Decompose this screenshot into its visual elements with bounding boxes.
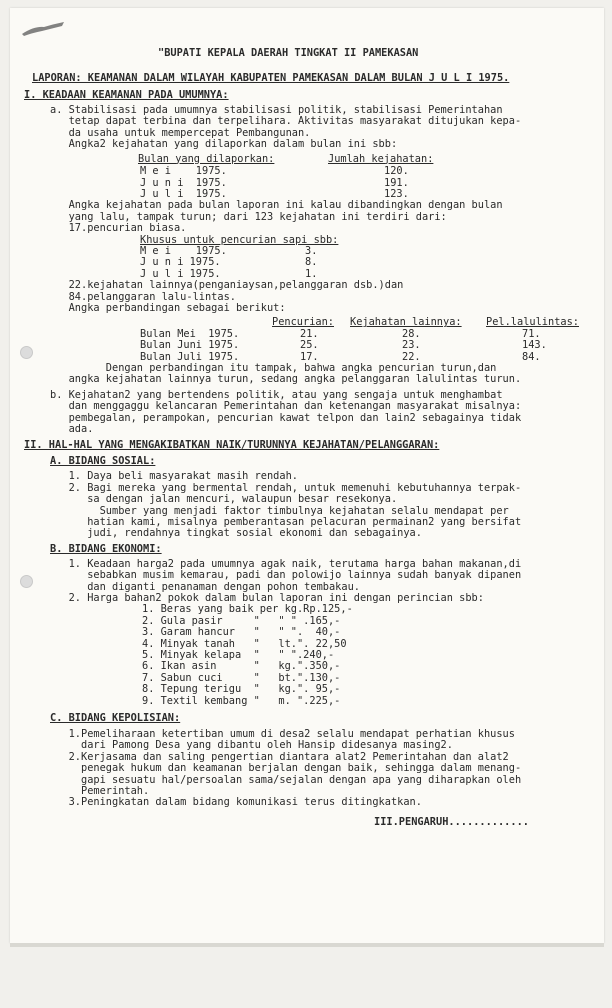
table-cell-value: 71. (522, 327, 541, 340)
paragraph-line: 3.Peningkatan dalam bidang komunikasi terus ditingkatkan. (50, 796, 422, 809)
price-list-item: 2. Gula pasir " " " .165,- (142, 614, 341, 627)
price-list-item: 8. Tepung terigu " kg.". 95,- (142, 683, 341, 696)
price-list-item: 7. Sabun cuci " bt.".130,- (142, 671, 341, 684)
table-cell-count: 123. (384, 187, 409, 200)
price-list-item: 3. Garam hancur " " ". 40,- (142, 626, 341, 639)
table-cell-month: J u l i 1975. (140, 267, 221, 280)
price-list-item: 6. Ikan asin " kg.".350,- (142, 660, 341, 673)
paragraph-line: Pemerintah. (50, 784, 150, 797)
paragraph-line: Angka2 kejahatan yang dilaporkan dalam bulan ini sbb: (50, 138, 398, 151)
table-cell-value: 17. (300, 350, 319, 363)
table-cell-value: 28. (402, 327, 421, 340)
paragraph-line: b. Kejahatan2 yang bertendens politik, atau yang sengaja untuk menghambat (50, 388, 503, 401)
table-cell-count: 191. (384, 176, 409, 189)
table-cell-value: 21. (300, 327, 319, 340)
paragraph-line: 22.kejahatan lainnya(penganiaysan,pelanggaran dsb.)dan (50, 279, 404, 292)
subsection-heading: B. BIDANG EKONOMI: (50, 542, 162, 555)
subsection-heading: A. BIDANG SOSIAL: (50, 455, 156, 468)
table-cell-month: J u n i 1975. (140, 256, 221, 269)
paragraph-line: penegak hukum dan keamanan berjalan dengan baik, sehingga dalam menang- (50, 762, 522, 775)
paragraph-line: a. Stabilisasi pada umumnya stabilisasi politik, stabilisasi Pemerintahan (50, 104, 503, 116)
section-heading: II. HAL-HAL YANG MENGAKIBATKAN NAIK/TURUNNYA KEJAHATAN/PELANGGARAN: (24, 439, 440, 452)
subsection-heading: C. BIDANG KEPOLISIAN: (50, 711, 181, 724)
table-cell-month: J u l i 1975. (140, 187, 227, 200)
table-cell-count: 1. (305, 267, 318, 280)
table-cell-count: 120. (384, 165, 409, 178)
section-heading: I. KEADAAN KEAMANAN PADA UMUMNYA: (24, 89, 229, 101)
table-cell-value: 22. (402, 350, 421, 363)
table-cell-month: Bulan Juni 1975. (140, 339, 240, 352)
price-list-item: 4. Minyak tanah " lt.". 22,50 (142, 637, 347, 650)
scanner-edge (10, 943, 604, 947)
table-cell-month: J u n i 1975. (140, 176, 227, 189)
paragraph-line: Angka kejahatan pada bulan laporan ini kalau dibandingkan dengan bulan (50, 199, 503, 212)
table-cell-month: M e i 1975. (140, 165, 227, 178)
paragraph-line: dari Pamong Desa yang dibantu oleh Hansip didesanya masing2. (50, 739, 453, 752)
table-header: Pencurian: (272, 316, 334, 329)
paragraph-line: yang lalu, tampak turun; dari 123 kejahatan ini terdiri dari: (50, 210, 447, 223)
price-list-item: 1. Beras yang baik per kg.Rp.125,- (142, 603, 353, 616)
table-cell-count: 3. (305, 244, 318, 257)
paragraph-line: 1.Pemeliharaan ketertiban umum di desa2 selalu mendapat perhatian khusus (50, 727, 515, 740)
paragraph-line: Sumber yang menjadi faktor timbulnya kejahatan selalu mendapat per (50, 504, 509, 517)
footer-continuation: III.PENGARUH............. (374, 815, 529, 828)
table-header: Pel.lalulintas: (486, 316, 579, 329)
paragraph-line: da usaha untuk mempercepat Pembangunan. (50, 126, 311, 139)
paragraph-line: tetap dapat terbina dan terpelihara. Aktivitas masyarakat ditujukan kepa- (50, 115, 522, 128)
table-header: Bulan yang dilaporkan: (138, 152, 275, 165)
table-cell-value: 84. (522, 350, 541, 363)
paragraph-line: sa dengan jalan mencuri, walaupun besar resekonya. (50, 493, 398, 506)
paragraph-line: dan menggaggu kelancaran Pemerintahan dan ketenangan masyarakat misalnya: (50, 400, 522, 413)
table-cell-count: 8. (305, 256, 318, 269)
document-page (10, 8, 604, 943)
paragraph-line: sebabkan musim kemarau, padi dan polowijo lainnya sudah banyak dipanen (50, 569, 522, 582)
table-cell-month: Bulan Mei 1975. (140, 327, 240, 340)
paragraph-line: 84.pelanggaran lalu-lintas. (50, 290, 236, 303)
document-text (10, 8, 604, 943)
table-header: Jumlah kejahatan: (328, 152, 434, 165)
paragraph-line: pembegalan, perampokan, pencurian kawat telpon dan lain2 sebagainya tidak (50, 411, 522, 424)
paragraph-line: 2.Kerjasama dan saling pengertian diantara alat2 Pemerintahan dan alat2 (50, 750, 509, 763)
price-list-item: 5. Minyak kelapa " " ".240,- (142, 648, 335, 661)
paragraph-line: ada. (50, 422, 94, 435)
paragraph-line: Angka perbandingan sebagai berikut: (50, 301, 286, 314)
table-cell-value: 143. (522, 339, 547, 352)
paragraph-line: gapi sesuatu hal/persoalan sama/sejalan dengan apa yang diharapkan oleh (50, 773, 522, 786)
paragraph-line: judi, rendahnya tingkat sosial ekonomi dan sebagainya. (50, 527, 422, 540)
paragraph-line: Dengan perbandingan itu tampak, bahwa angka pencurian turun,dan (50, 361, 497, 374)
paragraph-line: dan diganti penanaman dengan pohon tembakau. (50, 580, 360, 593)
table-header: Kejahatan lainnya: (350, 316, 462, 329)
paragraph-line: 17.pencurian biasa. (50, 222, 187, 235)
price-list-item: 9. Textil kembang " m. ".225,- (142, 694, 341, 707)
table-cell-value: 25. (300, 339, 319, 352)
paragraph-line: 2. Harga bahan2 pokok dalam bulan laporan ini dengan perincian sbb: (50, 591, 484, 604)
paragraph-line: 2. Bagi mereka yang bermental rendah, untuk memenuhi kebutuhannya terpak- (50, 481, 522, 494)
document-title: "BUPATI KEPALA DAERAH TINGKAT II PAMEKASAN (158, 47, 419, 59)
table-cell-month: M e i 1975. (140, 244, 227, 257)
table-cell-value: 23. (402, 339, 421, 352)
paragraph-line: angka kejahatan lainnya turun, sedang angka pelanggaran lalulintas turun. (50, 373, 522, 386)
table-header: Khusus untuk pencurian sapi sbb: (140, 233, 339, 246)
paragraph-line: 1. Daya beli masyarakat masih rendah. (50, 470, 298, 483)
paragraph-line: 1. Keadaan harga2 pada umumnya agak naik, terutama harga bahan makanan,di (50, 557, 522, 570)
report-subject-line: LAPORAN: KEAMANAN DALAM WILAYAH KABUPATEN PAMEKASAN DALAM BULAN J U L I 1975. (32, 72, 510, 84)
paragraph-line: hatian kami, misalnya pemberantasan pelacuran permainan2 yang bersifat (50, 515, 522, 528)
table-cell-month: Bulan Juli 1975. (140, 350, 240, 363)
